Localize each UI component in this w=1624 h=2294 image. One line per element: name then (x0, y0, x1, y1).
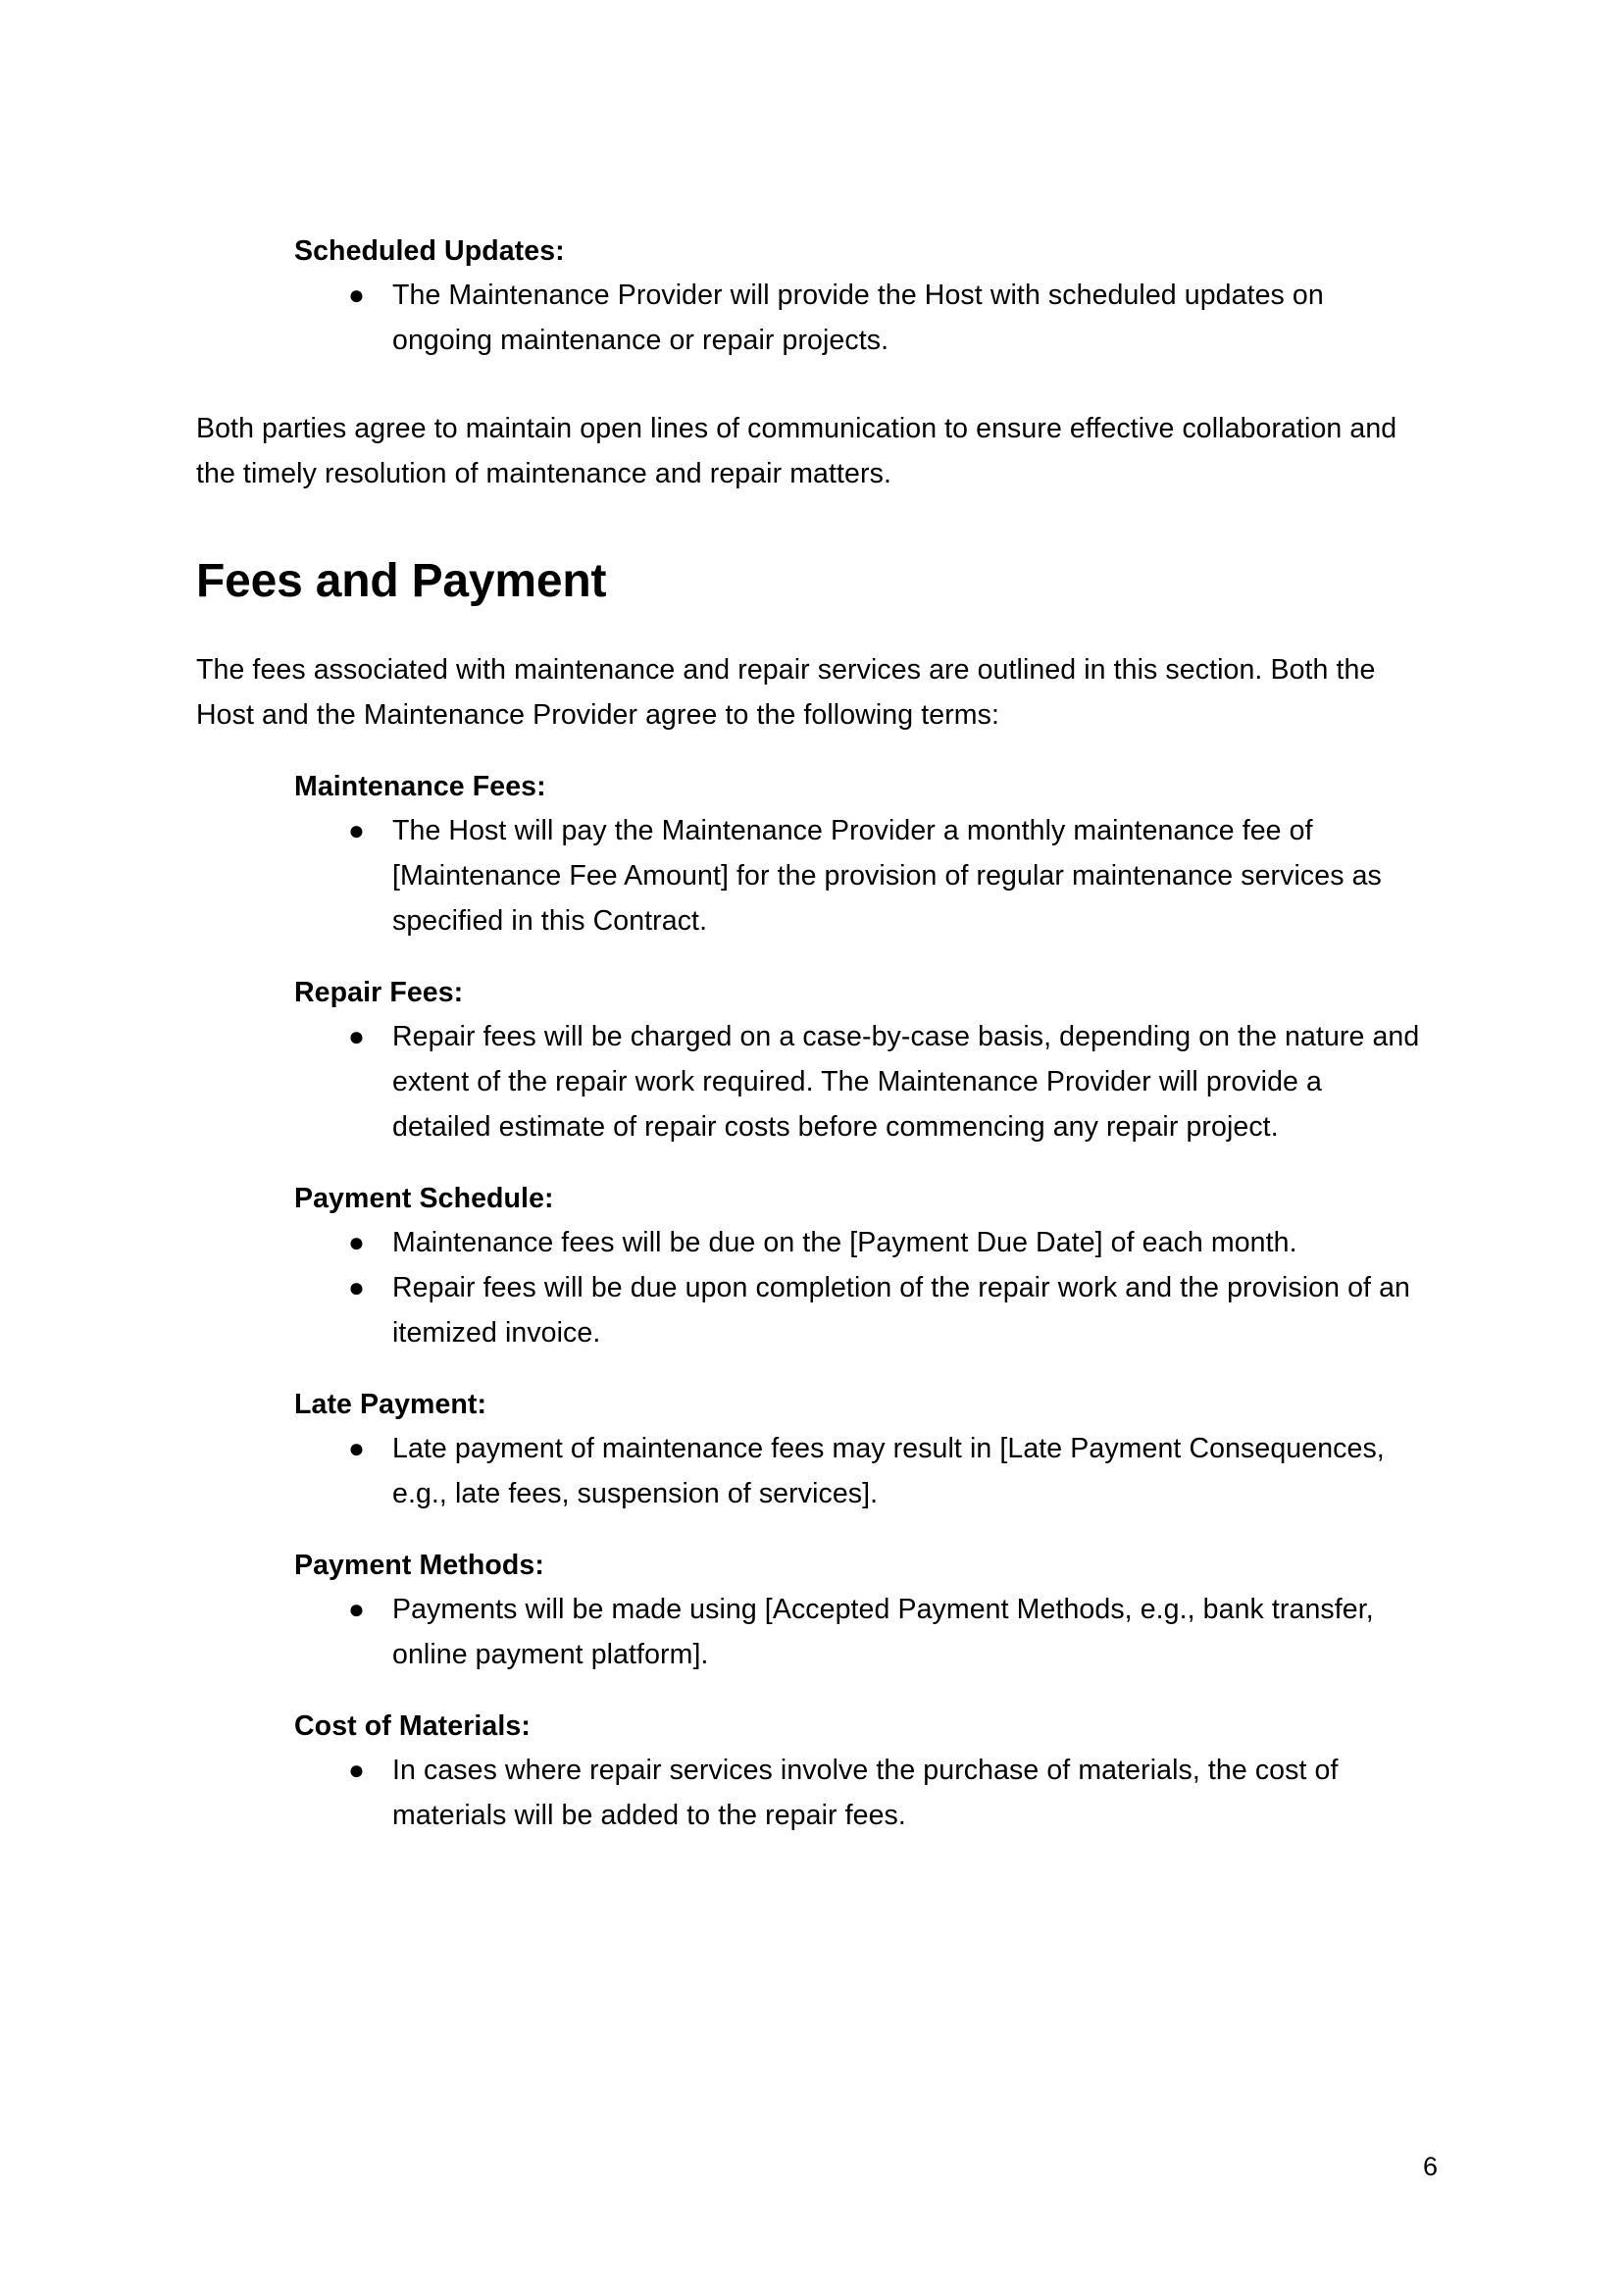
body-paragraph: The fees associated with maintenance and repair services are outlined in this section. Both the Host and the Maintenance Provider agree to the following terms: (196, 654, 1376, 731)
bullet-icon: ● (348, 1227, 366, 1257)
list-item (196, 1014, 1427, 1149)
list-item (196, 1265, 1427, 1355)
bullet-list (196, 1748, 1427, 1838)
bullet-list (196, 1014, 1427, 1149)
bullet-icon: ● (348, 1594, 366, 1624)
subsection-repair-fees (196, 973, 1427, 1149)
body-paragraph: Both parties agree to maintain open lines of communication to ensure effective collaboration and the timely resolution of maintenance and repair matters. (196, 413, 1397, 489)
list-item-text: In cases where repair services involve the purchase of materials, the cost of materials will be added to the repair fees. (392, 1755, 1339, 1831)
bullet-icon: ● (348, 1272, 366, 1302)
subsection-maintenance-fees (196, 767, 1427, 943)
subsection-heading: Cost of Materials: (294, 1710, 531, 1742)
bullet-icon: ● (348, 1021, 366, 1051)
bullet-list (196, 808, 1427, 943)
page-title: Fees and Payment (196, 555, 607, 607)
bullet-icon: ● (348, 280, 366, 310)
subsection-heading: Payment Schedule: (294, 1183, 554, 1214)
subsection-heading: Payment Methods: (294, 1550, 544, 1581)
subsection-heading: Repair Fees: (294, 977, 464, 1008)
subsection-cost-of-materials (196, 1707, 1427, 1838)
list-item-text: Late payment of maintenance fees may result in [Late Payment Consequences, e.g., late fees, suspension of services]. (392, 1433, 1385, 1509)
list-item (196, 273, 1427, 363)
bullet-list (196, 273, 1427, 363)
subsection-heading: Late Payment: (294, 1389, 487, 1420)
bullet-icon: ● (348, 815, 366, 845)
bullet-list (196, 1587, 1427, 1677)
subsection-payment-methods (196, 1546, 1427, 1677)
bullet-list (196, 1426, 1427, 1516)
list-item-text: The Host will pay the Maintenance Provider a monthly maintenance fee of [Maintenance Fee Amount] for the provision of regular maintenance services as specified in this Contract. (392, 815, 1382, 937)
subsection-payment-schedule (196, 1179, 1427, 1355)
list-item (196, 1587, 1427, 1677)
subsection-scheduled-updates (196, 231, 1427, 363)
list-item-text: Maintenance fees will be due on the [Payment Due Date] of each month. (392, 1227, 1297, 1258)
section-title-wrapper (196, 553, 1427, 610)
subsection-late-payment (196, 1385, 1427, 1516)
list-item-text: The Maintenance Provider will provide the Host with scheduled updates on ongoing maintenance or repair projects. (392, 280, 1324, 356)
list-item (196, 1220, 1427, 1265)
list-item-text: Payments will be made using [Accepted Payment Methods, e.g., bank transfer, online payment platform]. (392, 1594, 1374, 1670)
list-item (196, 808, 1427, 943)
bullet-icon: ● (348, 1755, 366, 1785)
list-item-text: Repair fees will be due upon completion of the repair work and the provision of an itemized invoice. (392, 1272, 1410, 1349)
page-content (196, 231, 1427, 1838)
bullet-list (196, 1220, 1427, 1355)
subsection-heading: Maintenance Fees: (294, 771, 546, 802)
list-item-text: Repair fees will be charged on a case-by-case basis, depending on the nature and extent of the repair work required. The Maintenance Provider will provide a detailed estimate of repair costs before commencing any repair project. (392, 1021, 1420, 1143)
list-item (196, 1748, 1427, 1838)
page-number: 6 (1422, 2152, 1438, 2181)
subsection-heading: Scheduled Updates: (294, 235, 565, 267)
list-item (196, 1426, 1427, 1516)
bullet-icon: ● (348, 1433, 366, 1463)
